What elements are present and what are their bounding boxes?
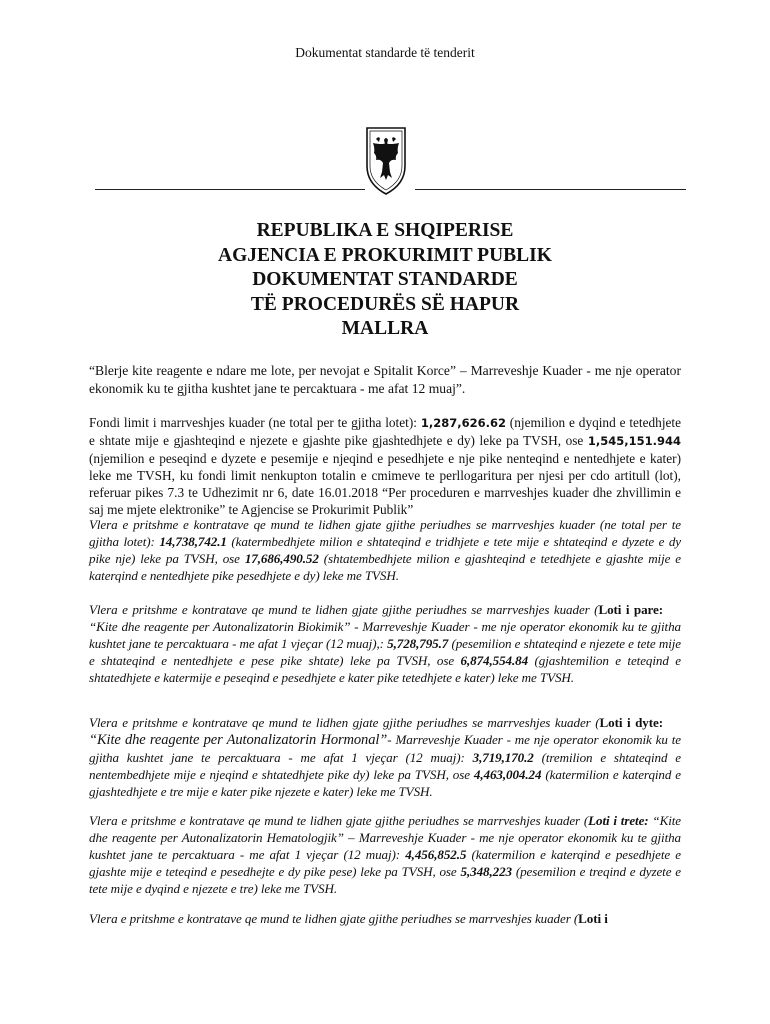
- lot1-amount-with-vat: 6,874,554.84: [460, 653, 529, 668]
- lot-3-paragraph: [89, 812, 681, 897]
- albanian-eagle-emblem-icon: [364, 126, 408, 196]
- lot-1-paragraph: [89, 601, 681, 686]
- lot1-label: Loti i pare:: [598, 602, 663, 617]
- lot2-label: Loti i dyte:: [599, 715, 663, 730]
- total-text-a: Vlera e pritshme e kontratave qe mund te lidhen gjate gjithe periudhes se marrveshjes kuader (ne total per te gjitha lotet):: [89, 517, 681, 549]
- total-text-c: (shtatembedhjete milion e gjashteqind e tetedhjete e gjashte mije e katerqind e nentedhjete pike pesedhjete e dy) leke me TVSH.: [89, 551, 682, 583]
- title-line-3: DOKUMENTAT STANDARDE: [252, 269, 518, 290]
- total-amount-no-vat: 14,738,742.1: [159, 534, 227, 549]
- lot1-text-b: “Kite dhe reagente per Autonalizatorin Biokimik” - Marreveshje Kuader - me nje operator ekonomik ku te gjitha kushtet jane te percaktuara - me afat 1 vjeçar (12 muaj),:: [89, 619, 681, 651]
- intro-paragraph: “Blerje kite reagente e ndare me lote, per nevojat e Spitalit Korce” – Marreveshje Kuader - me nje operator ekonomik ku te gjitha kushtet jane te percaktuara - me afat 12 muaj”.: [89, 363, 681, 396]
- lot3-text-a: Vlera e pritshme e kontratave qe mund te lidhen gjate gjithe periudhes se marrveshjes kuader (: [89, 813, 589, 828]
- lot4-text-a: Vlera e pritshme e kontratave qe mund te lidhen gjate gjithe periudhes se marrveshjes kuader (: [89, 911, 579, 926]
- total-value-paragraph: [89, 516, 681, 584]
- fund-amount-no-vat: 1,287,626.62: [420, 416, 506, 430]
- fund-limit-paragraph: [89, 414, 681, 518]
- header-rule-left: [95, 189, 365, 190]
- fund-amount-with-vat: 1,545,151.944: [587, 434, 681, 448]
- title-line-5: MALLRA: [341, 318, 429, 339]
- lot3-amount-no-vat: 4,456,852.5: [405, 847, 467, 862]
- lot3-text-d: (pesemilion e treqind e dyzete e tete mije e dyqind e njezete e tre) leke me TVSH.: [89, 864, 681, 896]
- lot2-amount-with-vat: 4,463,004.24: [473, 767, 542, 782]
- title-line-1: REPUBLIKA E SHQIPERISE: [256, 220, 514, 241]
- lot4-label: Loti i: [578, 911, 608, 926]
- lot2-text-c: - Marreveshje Kuader - me nje operator ekonomik ku te gjitha kushtet jane te percaktuara - me afat 1 vjeçar (12 muaj):: [89, 732, 682, 765]
- lot2-text-e: (katermilion e katerqind e gjashtedhjete e tre mije e kater pike njezete e kater) leke me TVSH.: [89, 767, 681, 799]
- fund-text-a: Fondi limit i marrveshjes kuader (ne total per te gjitha lotet):: [89, 415, 421, 430]
- lot2-amount-no-vat: 3,719,170.2: [472, 750, 534, 765]
- fund-text-c: (njemilion e peseqind e dyzete e pesemije e njeqind e pesedhjete e nje pike nenteqind e nentedhjete e kater) leke me TVSH, ku fondi limit nenkupton totalin e cmimeve te perllogaritura per njesi per cdo artitull (lot), referuar pikes 7.3 te Udhezimit nr 6, date 16.01.2018 “Per proceduren e marrveshjes kuader dhe zhvillimin e saj me mjete elektronike” te Agjencise se Prokurimit Publik”: [89, 451, 681, 517]
- lot1-amount-no-vat: 5,728,795.7: [387, 636, 449, 651]
- lot1-text-a: Vlera e pritshme e kontratave qe mund te lidhen gjate gjithe periudhes se marrveshjes kuader (: [89, 602, 599, 617]
- lot3-label: Loti i trete:: [588, 813, 649, 828]
- lot3-text-c: (katermilion e katerqind e pesedhjete e gjashte mije e teteqind e pesedhejte e dy pike pese) leke pa TVSH, ose: [89, 847, 681, 879]
- lot2-text-d: (tremilion e shtateqind e nentembedhjete mije e njeqind e shtatedhjete pike dy) leke pa TVSH, ose: [89, 750, 681, 782]
- lot-4-paragraph-start: [89, 910, 681, 927]
- lot1-text-c: (pesemilion e shtateqind e njezete e tete mije e shtateqind e nentedhjete e pese pike shtate) leke pa TVSH, ose: [89, 636, 681, 668]
- lot1-text-d: (gjashtemilion e teteqind e shtatedhjete e katermije e peseqind e pesedhjete e kater pike tetedhjete e kater) leke me TVSH.: [89, 653, 681, 685]
- total-amount-with-vat: 17,686,490.52: [244, 551, 319, 566]
- lot2-text-b: “Kite dhe reagente per Autonalizatorin Hormonal”: [89, 732, 388, 748]
- title-line-2: AGJENCIA E PROKURIMIT PUBLIK: [218, 244, 552, 266]
- title-line-4: TË PROCEDURËS SË HAPUR: [250, 293, 520, 315]
- header-rule-right: [415, 189, 686, 190]
- title-block: [0, 219, 770, 342]
- lot2-text-a: Vlera e pritshme e kontratave qe mund te lidhen gjate gjithe periudhes se marrveshjes kuader (: [89, 715, 600, 730]
- fund-text-b: (njemilion e dyqind e tetedhjete e shtate mije e gjashteqind e njezete e gjashte pike gjashtedhjete e dy) leke pa TVSH, ose: [89, 415, 682, 448]
- document-header: Dokumentat standarde të tenderit: [295, 45, 475, 60]
- lot3-amount-with-vat: 5,348,223: [460, 864, 512, 879]
- total-text-b: (katermbedhjete milion e shtateqind e tridhjete e tete mije e shtateqind e dyzete e dy pike nje) leke pa TVSH, ose: [89, 534, 681, 566]
- lot3-text-b: “Kite dhe reagente per Autonalizatorin Hematologjik” – Marreveshje Kuader - me nje operator ekonomik ku te gjitha kushtet jane te percaktuara - me afat 1 vjeçar (12 muaj):: [89, 813, 682, 862]
- lot-2-paragraph: [89, 714, 681, 800]
